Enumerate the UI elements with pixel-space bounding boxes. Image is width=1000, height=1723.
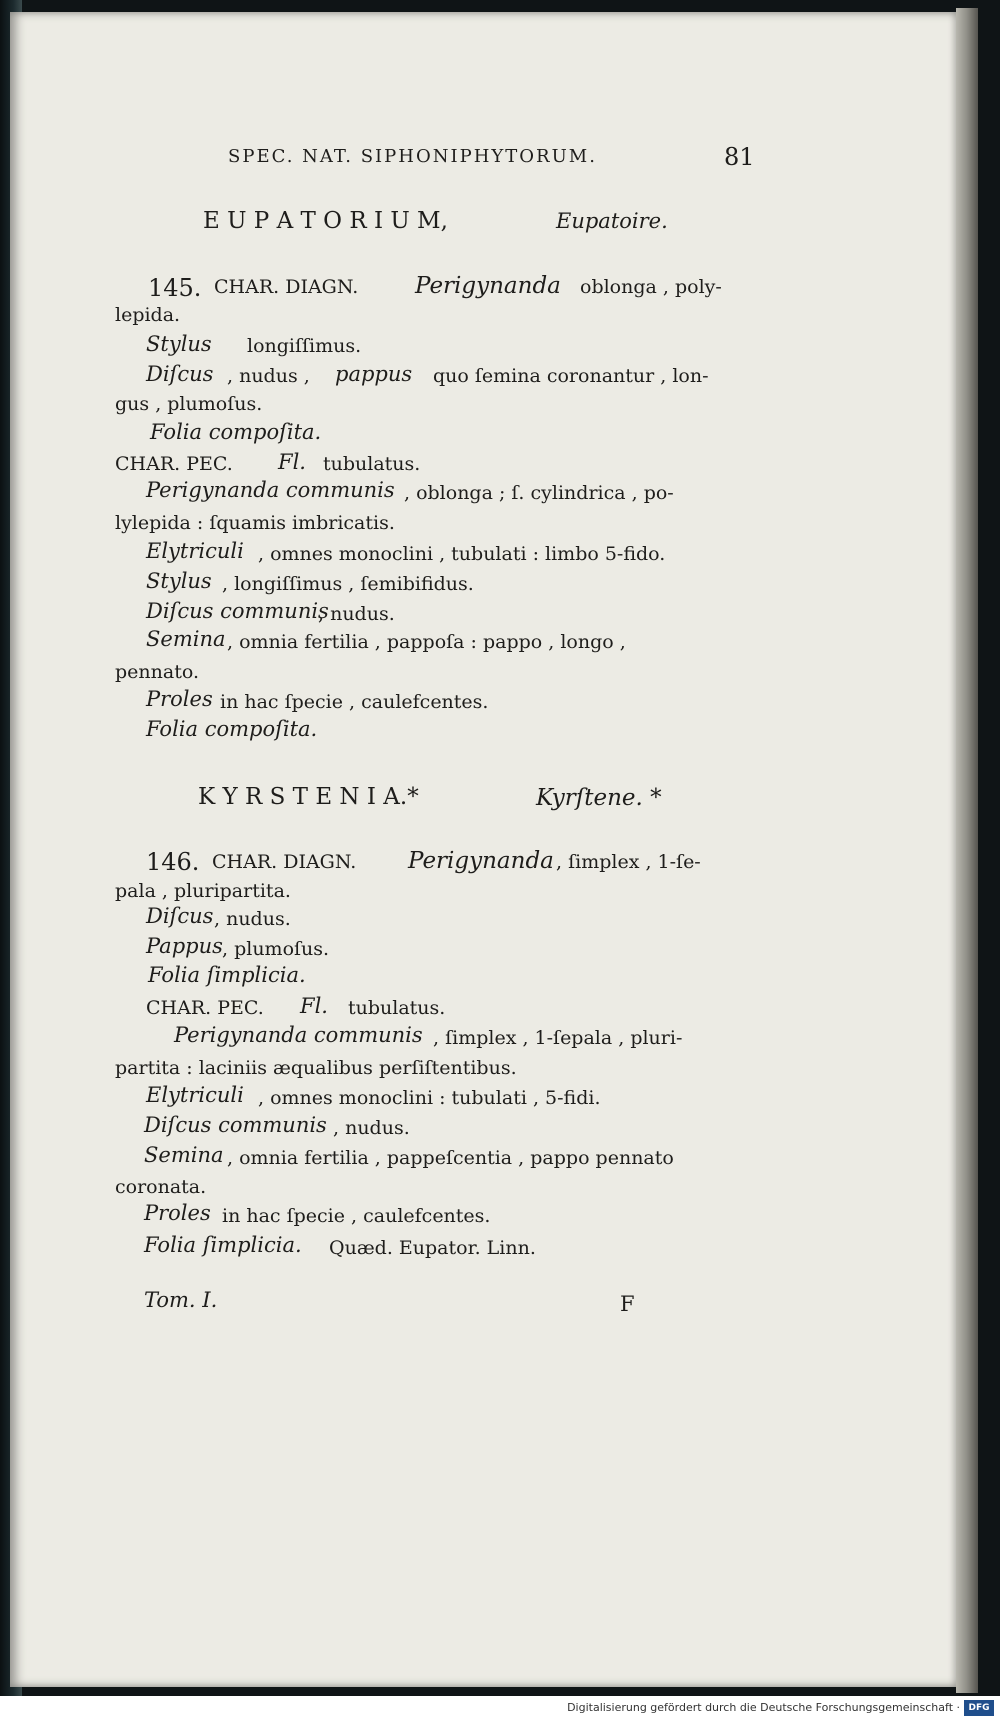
text-line: tubulatus.	[348, 997, 446, 1019]
text-line: Perigynanda	[415, 273, 561, 299]
text-line: Diſcus	[146, 904, 214, 928]
text-line: coronata.	[115, 1176, 207, 1198]
genus-title-eupatorium: E U P A T O R I U M,	[203, 208, 448, 234]
text-line: , oblonga ; ſ. cylindrica , po-	[404, 482, 674, 504]
text-line: lepida.	[115, 304, 181, 326]
text-line: partita : laciniis æqualibus perſiſtentibus.	[115, 1057, 517, 1079]
text-line: Perigynanda communis	[174, 1023, 423, 1047]
text-line: Diſcus communis	[146, 599, 329, 623]
digitization-footer	[0, 1696, 1000, 1723]
text-line: , omnia fertilia , pappeſcentia , pappo pennato	[227, 1147, 674, 1169]
text-line: Elytriculi	[146, 1083, 244, 1107]
text-line: pala , pluripartita.	[115, 880, 291, 902]
text-line: Perigynanda	[408, 848, 554, 874]
text-line: Proles	[144, 1201, 211, 1225]
text-line: gus , plumoſus.	[115, 393, 263, 415]
text-line: longiſſimus.	[247, 335, 362, 357]
text-line: , nudus.	[333, 1117, 410, 1139]
page-edge	[956, 8, 978, 1693]
text-line: Perigynanda communis	[146, 478, 395, 502]
text-line: oblonga , poly-	[580, 276, 722, 298]
text-line: , ſimplex , 1-ſe-	[556, 851, 701, 873]
text-line: CHAR. DIAGN.	[214, 276, 359, 298]
volume-signature: Tom. I.	[144, 1288, 218, 1312]
text-line: CHAR. DIAGN.	[212, 851, 357, 873]
text-line: Quæd. Eupator. Linn.	[329, 1237, 536, 1259]
text-line: pappus	[335, 362, 413, 386]
text-line: CHAR. PEC.	[115, 453, 233, 475]
entry-number: 146.	[146, 848, 200, 876]
text-line: Folia compoſita.	[150, 420, 322, 444]
text-line: Folia ſimplicia.	[144, 1233, 302, 1257]
text-line: , nudus.	[318, 603, 395, 625]
text-line: lylepida : ſquamis imbricatis.	[115, 512, 395, 534]
text-line: , nudus ,	[227, 365, 310, 387]
text-line: Folia compoſita.	[146, 717, 318, 741]
dfg-logo: DFG	[964, 1700, 994, 1716]
text-line: quo ſemina coronantur , lon-	[433, 365, 709, 387]
text-line: Stylus	[146, 332, 212, 356]
text-line: CHAR. PEC.	[146, 997, 264, 1019]
text-line: Stylus	[146, 569, 212, 593]
text-line: Pappus	[146, 934, 223, 958]
text-line: , omnia fertilia , pappoſa : pappo , longo ,	[227, 631, 626, 653]
text-line: in hac ſpecie , caulefcentes.	[222, 1205, 491, 1227]
text-line: Semina	[146, 627, 226, 651]
funding-note: Digitalisierung gefördert durch die Deutsche Forschungsgemeinschaft ·	[567, 1701, 960, 1714]
genus-title-kyrstenia: K Y R S T E N I A.*	[198, 784, 419, 810]
text-line: , ſimplex , 1-ſepala , pluri-	[433, 1027, 683, 1049]
entry-number: 145.	[148, 274, 202, 302]
text-line: Diſcus	[146, 362, 214, 386]
text-line: Diſcus communis	[144, 1113, 327, 1137]
text-line: Semina	[144, 1143, 224, 1167]
text-line: tubulatus.	[323, 453, 421, 475]
text-line: Elytriculi	[146, 539, 244, 563]
running-title: SPEC. NAT. SIPHONIPHYTORUM.	[228, 146, 597, 167]
gathering-signature: F	[620, 1292, 635, 1316]
text-line: in hac ſpecie , caulefcentes.	[220, 691, 489, 713]
page-number: 81	[724, 143, 755, 171]
text-line: , longiſſimus , ſemibifidus.	[222, 573, 474, 595]
genus-title-french: Kyrſtene. *	[536, 785, 662, 811]
text-line: , plumoſus.	[222, 938, 330, 960]
text-line: Fl.	[278, 450, 306, 474]
text-line: , omnes monoclini : tubulati , 5-fidi.	[258, 1087, 601, 1109]
text-line: Proles	[146, 687, 213, 711]
text-line: , omnes monoclini , tubulati : limbo 5-fido.	[258, 543, 666, 565]
text-line: Fl.	[300, 994, 328, 1018]
genus-title-french: Eupatoire.	[556, 209, 668, 233]
text-line: , nudus.	[214, 908, 291, 930]
text-line: pennato.	[115, 661, 199, 683]
text-line: Folia ſimplicia.	[148, 963, 306, 987]
